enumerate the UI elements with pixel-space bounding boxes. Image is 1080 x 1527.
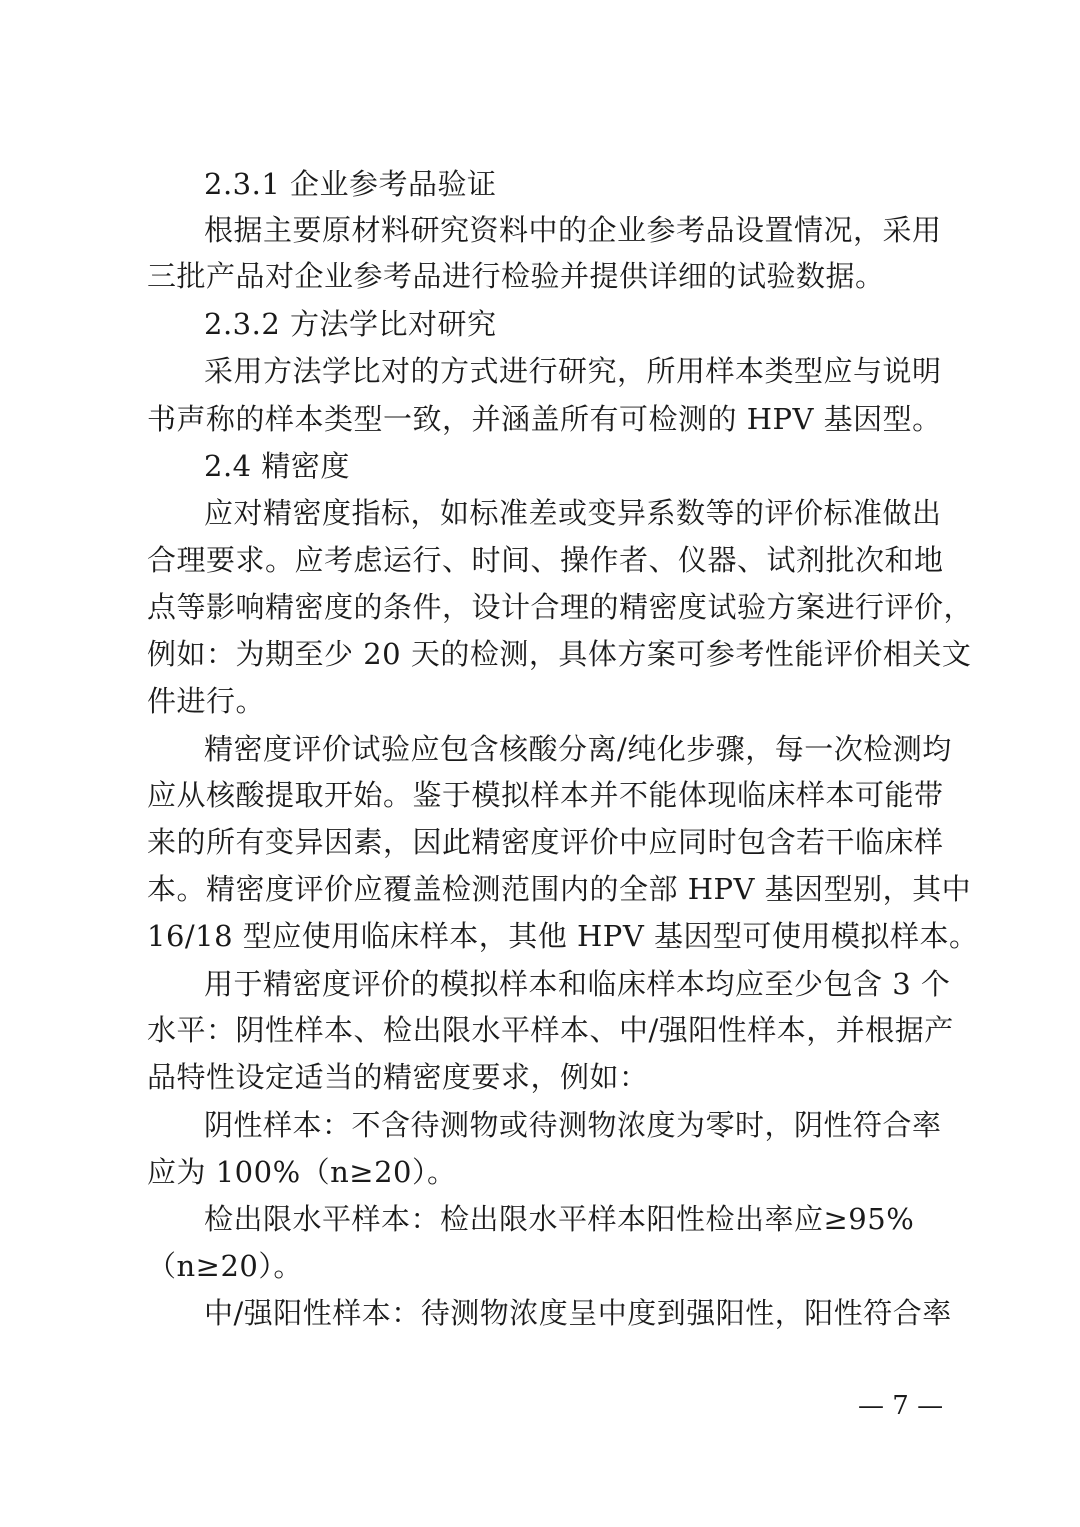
paragraph-line: 三批产品对企业参考品进行检验并提供详细的试验数据。 — [147, 259, 885, 293]
paragraph-line: 本。精密度评价应覆盖检测范围内的全部 HPV 基因型别，其中 — [147, 872, 972, 906]
heading-2-3-2: 2.3.2 方法学比对研究 — [204, 307, 497, 341]
paragraph-line: 精密度评价试验应包含核酸分离/纯化步骤，每一次检测均 — [204, 732, 952, 766]
paragraph-line: 用于精密度评价的模拟样本和临床样本均应至少包含 3 个 — [204, 967, 951, 1001]
page-number: — 7 — — [858, 1391, 944, 1421]
paragraph-line: 应从核酸提取开始。鉴于模拟样本并不能体现临床样本可能带 — [147, 778, 944, 812]
paragraph-line: 书声称的样本类型一致，并涵盖所有可检测的 HPV 基因型。 — [147, 402, 942, 436]
paragraph-line: 应为 100%（n≥20）。 — [147, 1155, 457, 1189]
paragraph-line: 16/18 型应使用临床样本，其他 HPV 基因型可使用模拟样本。 — [147, 919, 979, 953]
paragraph-line: 应对精密度指标，如标准差或变异系数等的评价标准做出 — [204, 496, 942, 530]
paragraph-line: 检出限水平样本：检出限水平样本阳性检出率应≥95% — [204, 1202, 915, 1236]
paragraph-line: 采用方法学比对的方式进行研究，所用样本类型应与说明 — [204, 354, 942, 388]
paragraph-line: 点等影响精密度的条件，设计合理的精密度试验方案进行评价， — [147, 590, 974, 624]
paragraph-line: 品特性设定适当的精密度要求，例如： — [147, 1060, 649, 1094]
paragraph-line: 中/强阳性样本：待测物浓度呈中度到强阳性，阳性符合率 — [204, 1296, 952, 1330]
paragraph-line: 件进行。 — [147, 684, 266, 718]
paragraph-line: 例如：为期至少 20 天的检测，具体方案可参考性能评价相关文 — [147, 637, 972, 671]
paragraph-line: 水平：阴性样本、检出限水平样本、中/强阳性样本，并根据产 — [147, 1013, 954, 1047]
paragraph-line: 来的所有变异因素，因此精密度评价中应同时包含若干临床样 — [147, 825, 944, 859]
paragraph-line: （n≥20）。 — [147, 1249, 303, 1283]
paragraph-line: 阴性样本：不含待测物或待测物浓度为零时，阴性符合率 — [204, 1108, 942, 1142]
paragraph-line: 合理要求。应考虑运行、时间、操作者、仪器、试剂批次和地 — [147, 543, 944, 577]
paragraph-line: 根据主要原材料研究资料中的企业参考品设置情况，采用 — [204, 213, 942, 247]
heading-2-4: 2.4 精密度 — [204, 449, 350, 483]
heading-2-3-1: 2.3.1 企业参考品验证 — [204, 167, 497, 201]
